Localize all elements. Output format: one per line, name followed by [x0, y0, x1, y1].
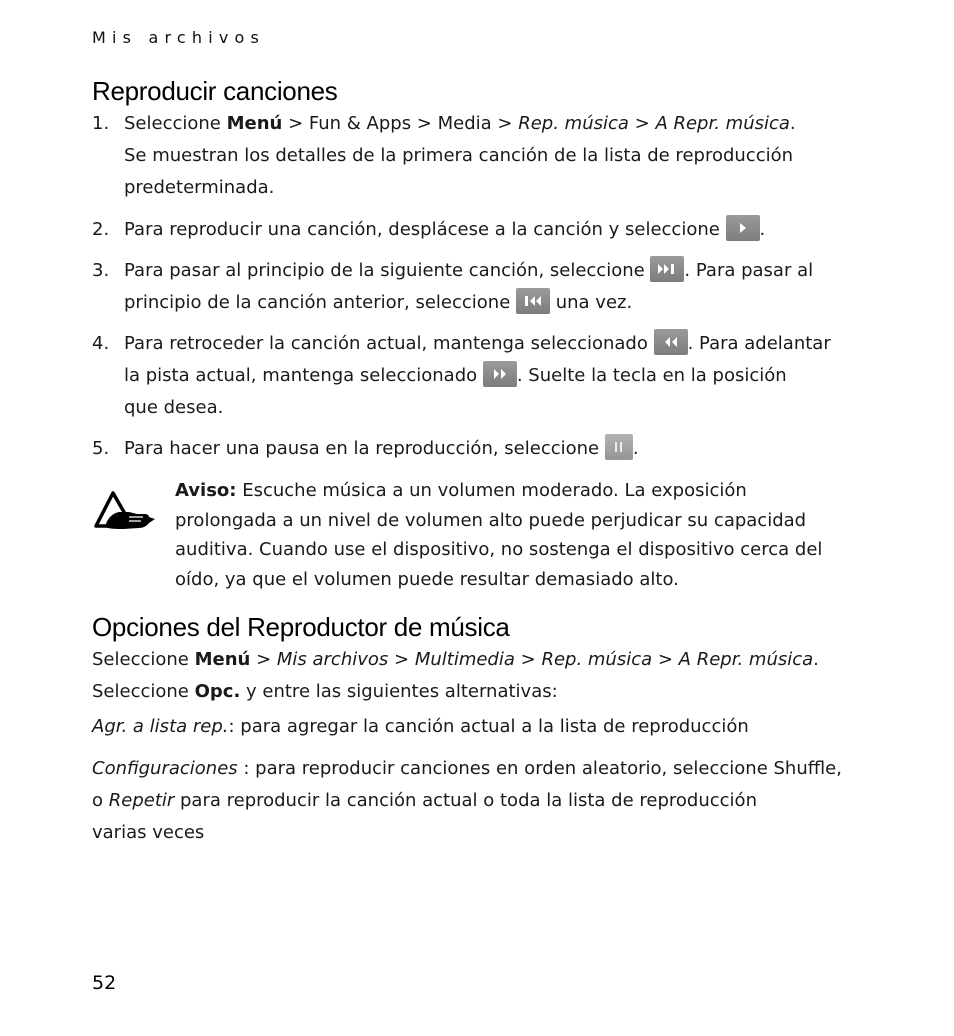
text: principio de la canción anterior, seleccione — [124, 292, 517, 313]
warning-label: Aviso: — [175, 480, 237, 501]
text: > — [652, 649, 679, 670]
text: > — [628, 113, 656, 134]
step-number: 5. — [92, 438, 110, 459]
step-4-line-1 — [124, 328, 884, 360]
step-3-line-1 — [124, 255, 884, 287]
options-intro-line-2 — [92, 677, 892, 709]
step-number: 4. — [92, 333, 110, 354]
text: . — [813, 649, 819, 670]
rep-musica-term: Rep. música — [541, 649, 653, 670]
option-term: Agr. a lista rep. — [92, 716, 229, 737]
step-3-line-2 — [124, 287, 884, 319]
running-header: Mis archivos — [92, 28, 266, 47]
option-description: : para agregar la canción actual a la lista de reproducción — [228, 716, 749, 737]
warning-line-4: oído, ya que el volumen puede resultar demasiado alto. — [175, 568, 679, 590]
text: y entre las siguientes alternativas: — [240, 681, 558, 702]
multimedia-term: Multimedia — [414, 649, 515, 670]
page-number: 52 — [92, 972, 117, 994]
text: > — [514, 649, 542, 670]
text: para reproducir la canción actual o toda la lista de reproducción — [174, 790, 757, 811]
step-4-line-3: que desea. — [124, 397, 224, 418]
step-2-line-1 — [124, 214, 884, 246]
text: Para pasar al principio de la siguiente canción, seleccione — [124, 260, 651, 281]
text: Para reproducir una canción, desplácese a la canción y seleccione — [124, 219, 726, 240]
text: > Fun & Apps > Media > — [282, 113, 519, 134]
text: . — [759, 219, 766, 240]
step-number: 3. — [92, 260, 110, 281]
option-term: Configuraciones — [92, 758, 238, 779]
text: . — [632, 438, 639, 459]
text: la pista actual, mantenga seleccionado — [124, 365, 483, 386]
fast-forward-icon — [483, 361, 517, 387]
text: Para retroceder la canción actual, mantenga seleccionado — [124, 333, 654, 354]
step-1-line-3: predeterminada. — [124, 177, 275, 198]
pause-icon — [605, 434, 633, 460]
menu-term: Menú — [194, 649, 251, 670]
option-configuraciones — [92, 753, 892, 849]
warning-hand-icon — [93, 490, 157, 532]
text: . Para pasar al — [684, 260, 814, 281]
warning-line-3: auditiva. Cuando use el dispositivo, no sostenga el dispositivo cerca del — [175, 539, 823, 560]
text: Seleccione — [92, 681, 195, 702]
skip-previous-icon — [516, 288, 550, 314]
step-number: 1. — [92, 113, 110, 134]
options-intro-line-1 — [92, 645, 892, 677]
rep-musica-term: Rep. música — [518, 113, 629, 134]
a-repr-musica-term: A Repr. música — [678, 649, 814, 670]
text: Seleccione — [92, 649, 195, 670]
step-number: 2. — [92, 219, 110, 240]
text: o — [92, 790, 109, 811]
section-title-opciones: Opciones del Reproductor de música — [92, 612, 510, 642]
option-description: : para reproducir canciones en orden aleatorio, seleccione Shuffle, — [237, 758, 842, 779]
mis-archivos-term: Mis archivos — [276, 649, 389, 670]
text: > — [250, 649, 277, 670]
text: una vez. — [550, 292, 633, 313]
warning-line-1 — [175, 476, 875, 506]
option-config-line-1 — [92, 753, 892, 785]
option-agr-lista-line — [92, 712, 892, 744]
option-config-line-2 — [92, 785, 892, 817]
text: . — [789, 113, 796, 134]
step-1-line-2: Se muestran los detalles de la primera canción de la lista de reproducción — [124, 145, 794, 166]
warning-line-2: prolongada a un nivel de volumen alto puede perjudicar su capacidad — [175, 509, 807, 531]
step-5-line-1 — [124, 433, 884, 465]
play-icon — [726, 215, 760, 241]
menu-term: Menú — [226, 113, 283, 134]
skip-next-icon — [650, 256, 684, 282]
text: . Para adelantar — [687, 333, 831, 354]
text: . Suelte la tecla en la posición — [516, 365, 787, 386]
a-repr-musica-term: A Repr. música — [655, 113, 790, 134]
text: Seleccione — [124, 113, 227, 134]
step-4-line-2 — [124, 360, 884, 392]
step-1-line-1 — [124, 108, 884, 140]
repetir-term: Repetir — [108, 790, 175, 811]
warning-text — [175, 476, 875, 594]
opc-term: Opc. — [194, 681, 241, 702]
option-agr-lista — [92, 712, 892, 744]
text: Para hacer una pausa en la reproducción, seleccione — [124, 438, 605, 459]
text: Escuche música a un volumen moderado. La exposición — [236, 480, 747, 501]
section-title-reproducir: Reproducir canciones — [92, 76, 338, 106]
option-config-line-3: varias veces — [92, 822, 205, 843]
text: > — [388, 649, 415, 670]
options-intro — [92, 645, 892, 709]
rewind-icon — [654, 329, 688, 355]
